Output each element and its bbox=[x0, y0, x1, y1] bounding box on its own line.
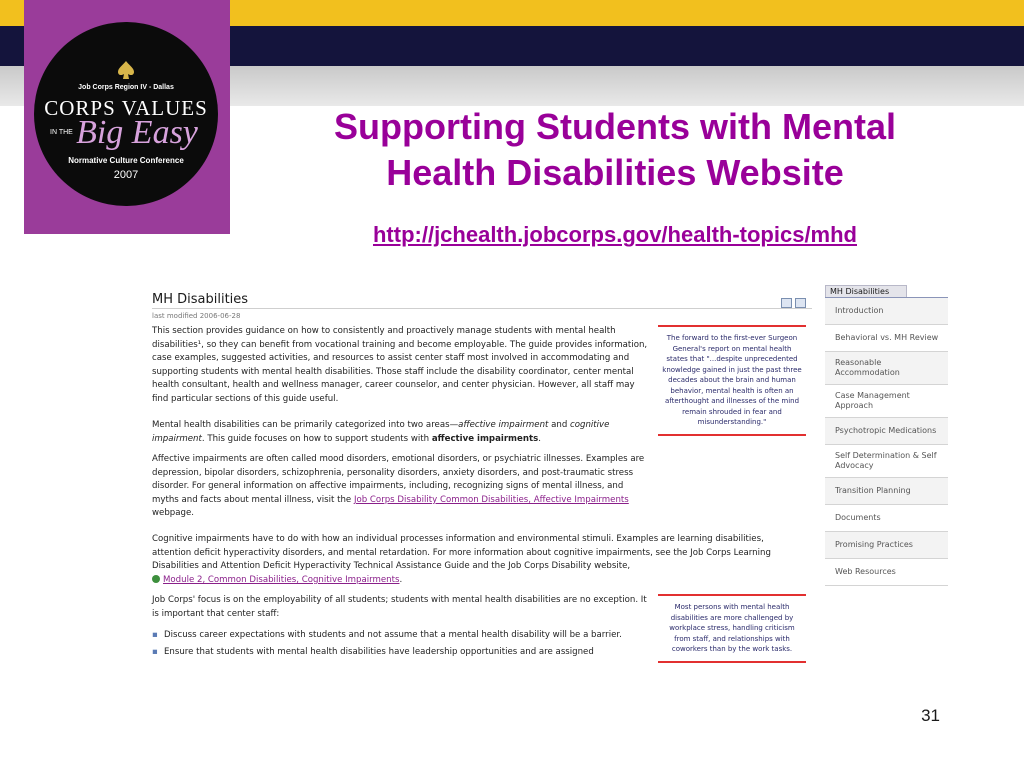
sidebar-item-transition-planning[interactable]: Transition Planning bbox=[825, 478, 948, 505]
affective-impairments-link[interactable]: Job Corps Disability Common Disabilities, Affective Impairments bbox=[353, 494, 629, 505]
sidebar-menu bbox=[825, 298, 948, 586]
staff-guidance-list bbox=[152, 629, 652, 662]
sidebar-item-psychotropic-medications[interactable]: Psychotropic Medications bbox=[825, 418, 948, 445]
slide-title-line2: Health Disabilities Website bbox=[386, 152, 844, 193]
logo-big-easy: Big Easy bbox=[76, 114, 198, 151]
spade-icon bbox=[116, 60, 136, 80]
cognitive-paragraph bbox=[152, 533, 802, 587]
sidebar-item-introduction[interactable]: Introduction bbox=[825, 298, 948, 325]
categories-paragraph bbox=[152, 419, 652, 446]
logo-circle bbox=[34, 22, 218, 206]
p2-bold-term: affective impairments bbox=[431, 433, 539, 444]
logo-year: 2007 bbox=[113, 169, 139, 181]
logo-conference: Normative Culture Conference bbox=[68, 156, 184, 165]
p2-post: . This guide focuses on how to support students with bbox=[201, 433, 432, 444]
affective-paragraph bbox=[152, 453, 652, 521]
p2-end: . bbox=[538, 433, 541, 444]
logo-corps-values: CORPS VALUES bbox=[44, 96, 208, 120]
sidebar-item-reasonable-accommodation[interactable]: Reasonable Accommodation bbox=[825, 352, 948, 385]
p2-mid: and bbox=[548, 420, 571, 430]
p4-end: . bbox=[399, 574, 403, 585]
heading-divider bbox=[152, 308, 812, 309]
sidebar-item-behavioral-review[interactable]: Behavioral vs. MH Review bbox=[825, 325, 948, 352]
p2-cognitive-term: cognitive impairment bbox=[152, 420, 610, 444]
list-item: ▪ Ensure that students with mental health disabilities have leadership opportunities and are assigned bbox=[152, 646, 652, 660]
intro-paragraph: This section provides guidance on how to consistently and proactively manage students with mental health disabilities¹, so they can benefit from vocational training and become employable. The guide provides information, case examples, suggested activities, and resources to assist center staff most involved in accommodating and supporting students with mental health disabilities. Those staff include the disability coordinator, center mental health consultant, health and wellness manager, career counselor, and center physician. However, all staff may find particular sections of this guide useful. bbox=[152, 326, 648, 404]
page-heading: MH Disabilities bbox=[152, 292, 249, 307]
sidebar-tab[interactable]: MH Disabilities bbox=[825, 285, 907, 297]
workplace-stress-callout: Most persons with mental health disabilities are more challenged by workplace stress, handling criticism from staff, and relationships with coworkers than by the work tasks. bbox=[658, 594, 806, 663]
surgeon-general-callout: The forward to the first-ever Surgeon General's report on mental health states that "...despite unprecedented knowledge gained in just the past three decades about the brain and human behavior, mental health is often an afterthought and illnesses of the mind remain shrouded in fear and misunderstanding." bbox=[658, 325, 806, 436]
section-sidebar bbox=[825, 285, 948, 586]
list-item: ▪ Discuss career expectations with students and not assume that a mental health disability will be a barrier. bbox=[152, 629, 652, 643]
email-icon[interactable] bbox=[781, 298, 792, 308]
sidebar-item-case-management[interactable]: Case Management Approach bbox=[825, 385, 948, 418]
logo-region-text: Job Corps Region IV - Dallas bbox=[78, 84, 174, 91]
p2-pre: Mental health disabilities can be primarily categorized into two areas— bbox=[152, 420, 459, 430]
logo-in-the: IN THE bbox=[50, 129, 73, 136]
globe-icon bbox=[152, 575, 160, 583]
website-screenshot bbox=[145, 272, 948, 680]
slide-number: 31 bbox=[921, 706, 940, 725]
website-url-link[interactable]: http://jchealth.jobcorps.gov/health-topics/mhd bbox=[372, 222, 857, 247]
print-icon[interactable] bbox=[795, 298, 806, 308]
sidebar-item-web-resources[interactable]: Web Resources bbox=[825, 559, 948, 586]
slide-title bbox=[240, 104, 990, 196]
p3-end: webpage. bbox=[152, 508, 194, 519]
p3-text: Affective impairments are often called mood disorders, emotional disorders, or psychiatric illnesses. Examples are depression, bipolar disorders, schizophrenia, personality disorders, anxiety disorders, and post-traumatic stress disorder. For general information on affective impairments, including, recognizing signs of mental illness, and myths and facts about mental illness, visit the bbox=[152, 454, 645, 505]
p2-affective-term: affective impairment bbox=[458, 420, 549, 430]
page-tools bbox=[781, 293, 809, 312]
slide-title-line1: Supporting Students with Mental bbox=[334, 106, 896, 147]
sidebar-item-documents[interactable]: Documents bbox=[825, 505, 948, 532]
focus-paragraph: Job Corps' focus is on the employability of all students; students with mental health disabilities are no exception. It is important that center staff: bbox=[152, 595, 647, 619]
last-modified: last modified 2006-06-28 bbox=[152, 312, 241, 320]
sidebar-item-promising-practices[interactable]: Promising Practices bbox=[825, 532, 948, 559]
conference-logo bbox=[24, 0, 230, 234]
p4-text: Cognitive impairments have to do with how an individual processes information and environmental stimuli. Examples are learning disabilities, attention deficit hyperactivity disorders, and mental retardation. For more information about cognitive impairments, see the Job Corps Learning Disabilities and Attention Deficit Hyperactivity Technical Assistance Guide and the Job Corps Disability website, bbox=[152, 534, 771, 572]
cognitive-impairments-link[interactable]: Module 2, Common Disabilities, Cognitive Impairments bbox=[163, 574, 400, 585]
sidebar-item-self-determination[interactable]: Self Determination & Self Advocacy bbox=[825, 445, 948, 478]
